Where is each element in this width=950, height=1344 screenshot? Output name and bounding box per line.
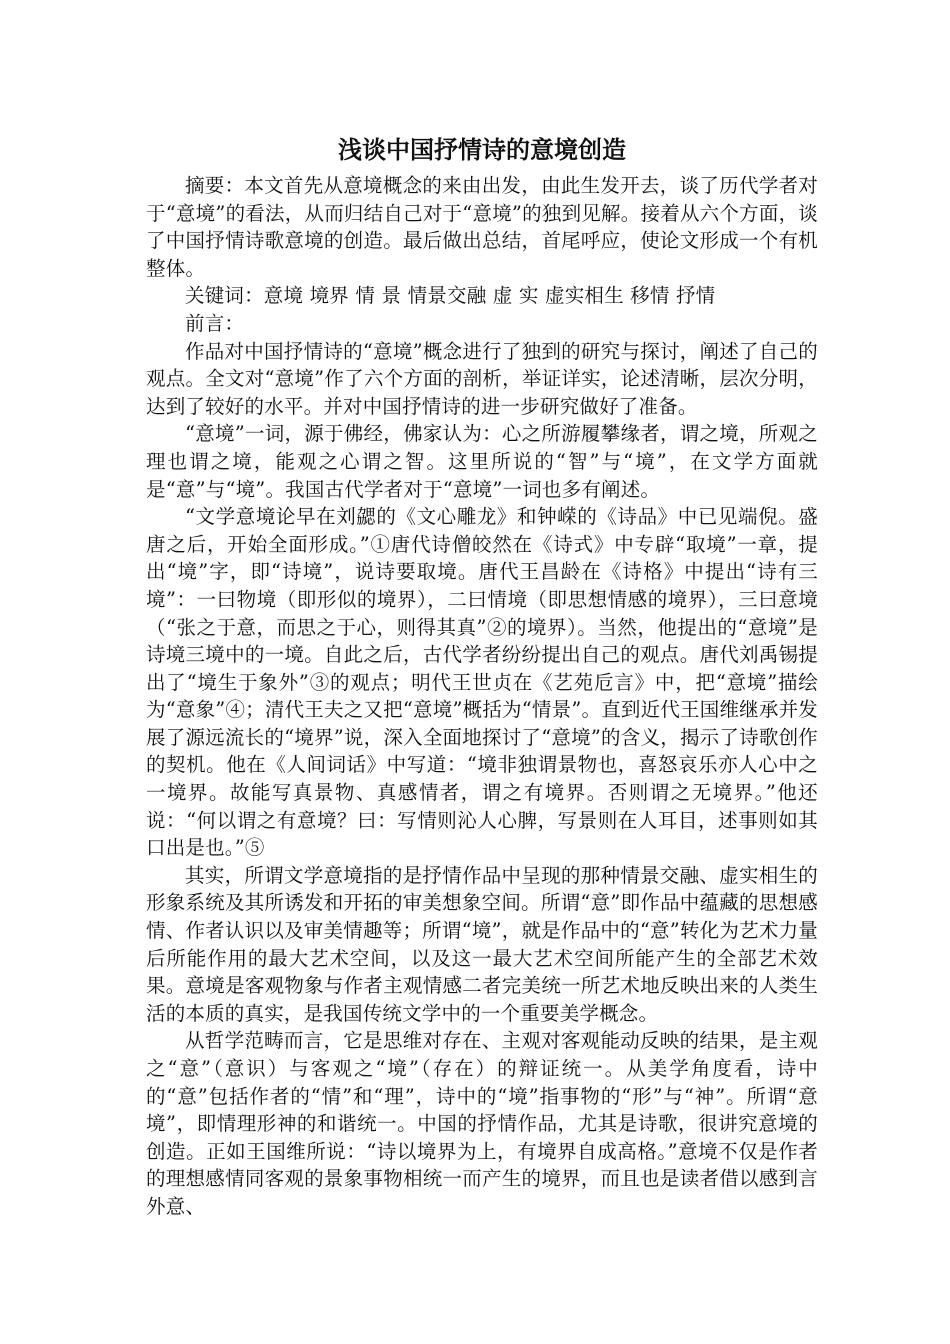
keywords-line: 关键词：意境 境界 情 景 情景交融 虚 实 虚实相生 移情 抒情	[185, 284, 716, 308]
body-paragraph: 作品对中国抒情诗的“意境”概念进行了独到的研究与探讨，阐述了自己的观点。全文对“意境”作了六个方面的剖析，举证详实，论述清晰，层次分明，达到了较好的水平。并对中国抒情诗的进一步研究做好了准备。	[146, 339, 818, 418]
body-paragraph: 其实，所谓文学意境指的是抒情作品中呈现的那种情景交融、虚实相生的形象系统及其所诱发和开拓的审美想象空间。所谓“意”即作品中蕴藏的思想感情、作者认识以及审美情趣等；所谓“境”，就是作品中的“意”转化为艺术力量后所能作用的最大艺术空间，以及这一最大艺术空间所能产生的全部艺术效果。意境是客观物象与作者主观情感二者完美统一所艺术地反映出来的人类生活的本质的真实，是我国传统文学中的一个重要美学概念。	[146, 863, 818, 1025]
body-paragraph: “意境”一词，源于佛经，佛家认为：心之所游履攀缘者，谓之境，所观之理也谓之境，能观之心谓之智。这里所说的“智”与“境”，在文学方面就是“意”与“境”。我国古代学者对于“意境”一词也多有阐述。	[146, 422, 818, 501]
document-title: 浅谈中国抒情诗的意境创造	[338, 135, 626, 164]
preface-label: 前言：	[185, 311, 245, 335]
body-paragraph: “文学意境论早在刘勰的《文心雕龙》和钟嵘的《诗品》中已见端倪。盛唐之后，开始全面形成。”①唐代诗僧皎然在《诗式》中专辟“取境”一章，提出“境”字，即“诗境”，说诗要取境。唐代王昌龄在《诗格》中提出“诗有三境”：一曰物境（即形似的境界），二曰情境（即思想情感的境界），三曰意境（“张之于意，而思之于心，则得其真”②的境界）。当然，他提出的“意境”是诗境三境中的一境。自此之后，古代学者纷纷提出自己的观点。唐代刘禹锡提出了“境生于象外”③的观点；明代王世贞在《艺苑卮言》中，把“意境”描绘为“意象”④；清代王夫之又把“意境”概括为“情景”。直到近代王国维继承并发展了源远流长的“境界”说，深入全面地探讨了“意境”的含义，揭示了诗歌创作的契机。他在《人间词话》中写道：“境非独谓景物也，喜怒哀乐亦人心中之一境界。故能写真景物、真感情者，谓之有境界。否则谓之无境界。”他还说：“何以谓之有意境？曰：写情则沁人心脾，写景则在人耳目，述事则如其口出是也。”⑤	[146, 505, 818, 860]
body-paragraph: 从哲学范畴而言，它是思维对存在、主观对客观能动反映的结果，是主观之“意”（意识）与客观之“境”（存在）的辩证统一。从美学角度看，诗中的“意”包括作者的“情”和“理”，诗中的“境”指事物的“形”与“神”。所谓“意境”，即情理形神的和谐统一。中国的抒情作品，尤其是诗歌，很讲究意境的创造。正如王国维所说：“诗以境界为上，有境界自成高格。”意境不仅是作者的理想感情同客观的景象事物相统一而产生的境界，而且也是读者借以感到言外意、	[146, 1029, 818, 1218]
document-page	[146, 130, 818, 1221]
abstract-paragraph: 摘要：本文首先从意境概念的来由出发，由此生发开去，谈了历代学者对于“意境”的看法，从而归结自己对于“意境”的独到见解。接着从六个方面，谈了中国抒情诗歌意境的创造。最后做出总结，首尾呼应，使论文形成一个有机整体。	[146, 174, 818, 280]
